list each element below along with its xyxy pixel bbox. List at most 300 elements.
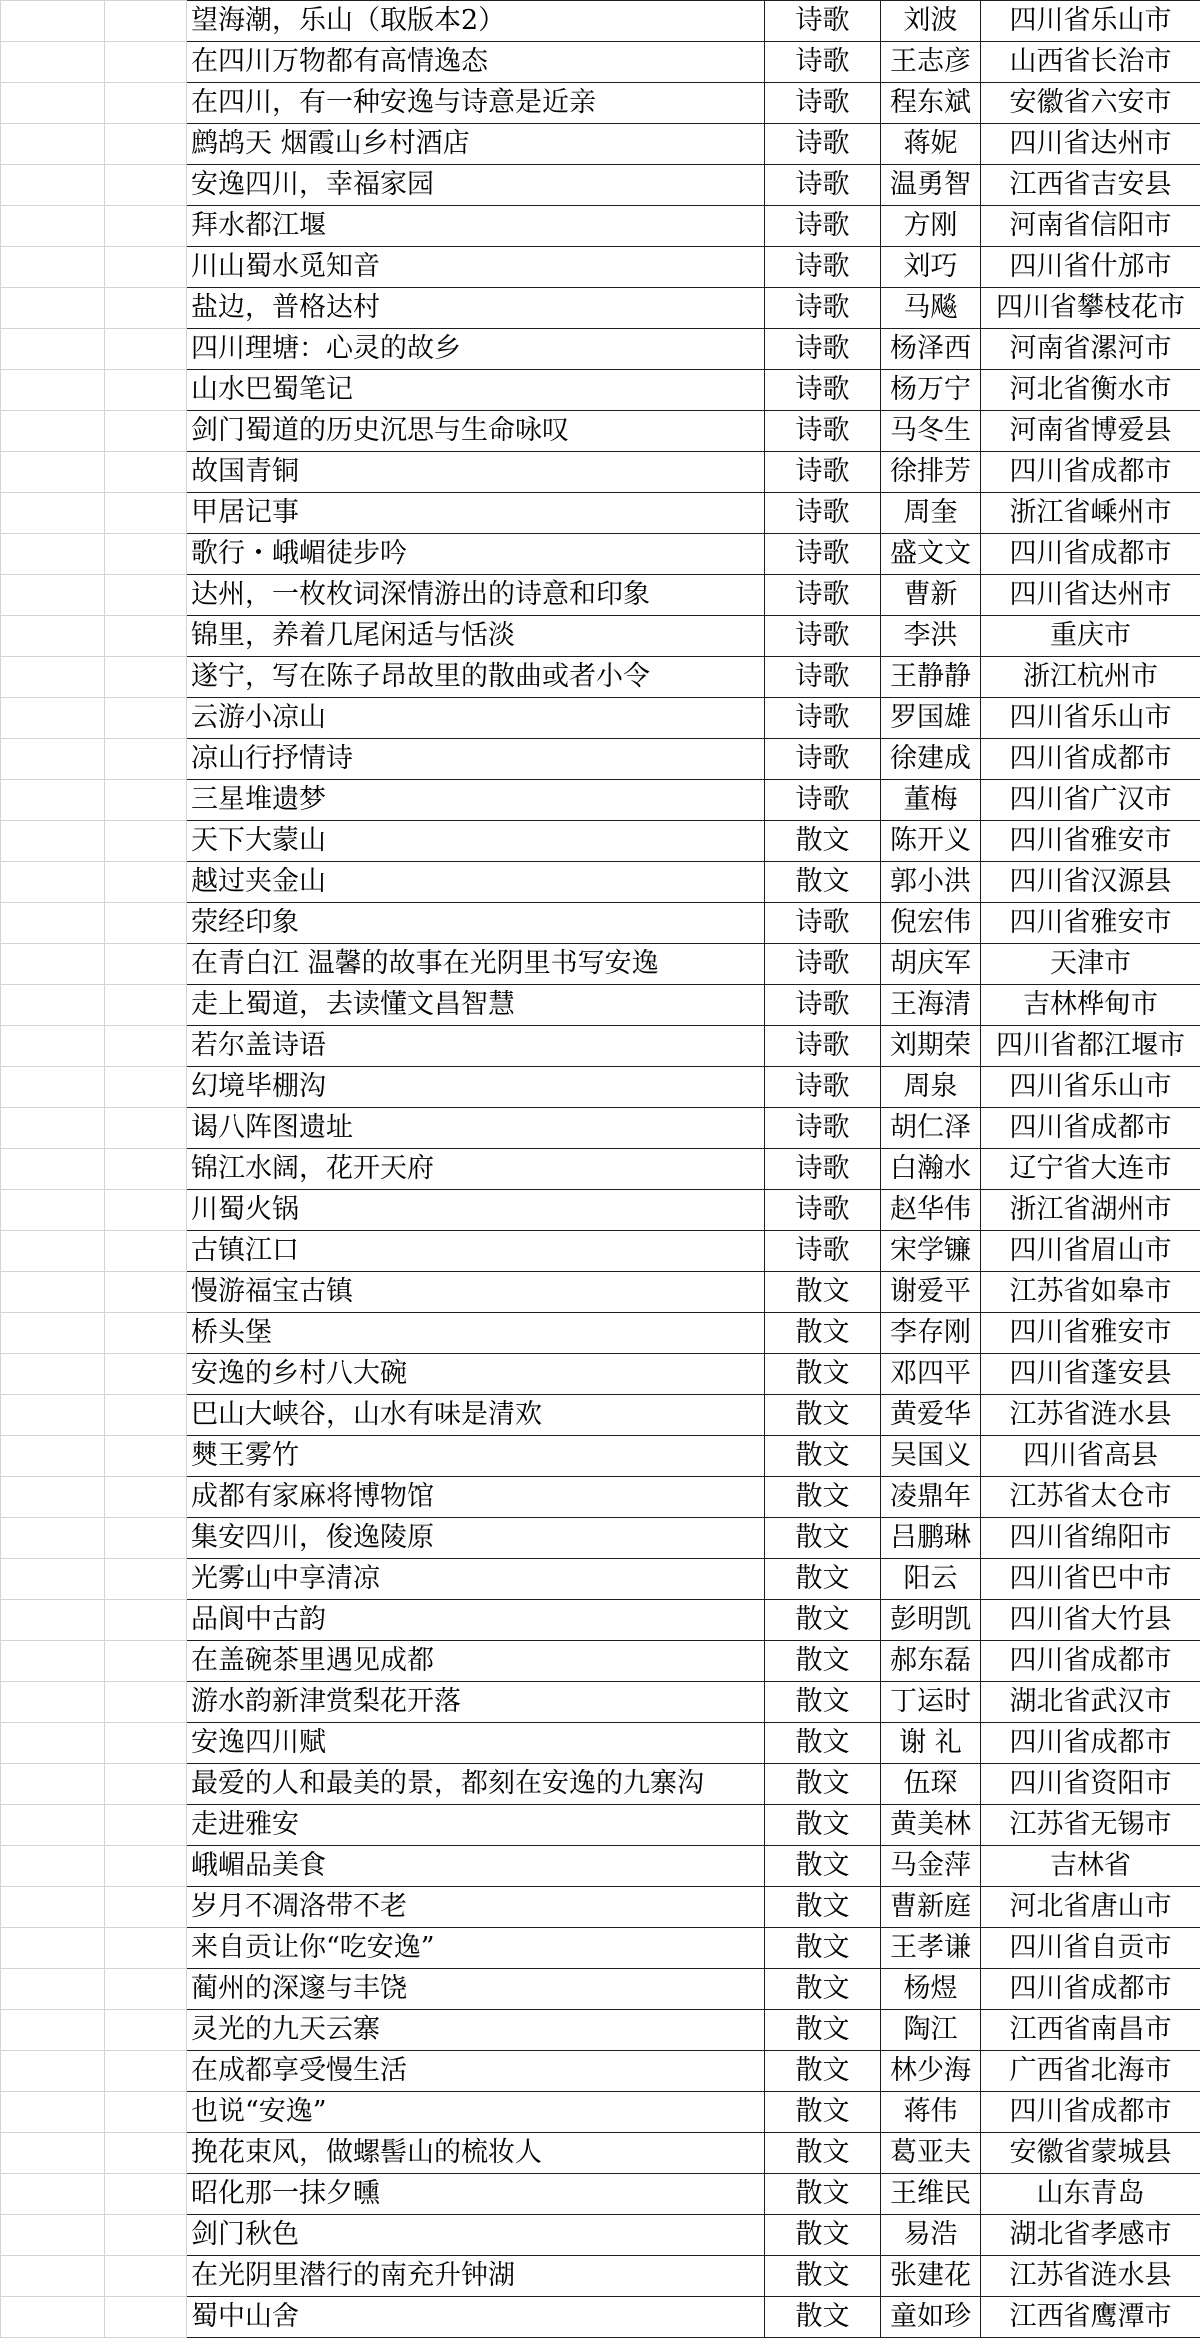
cell-place[interactable]: 辽宁省大连市 [981, 1149, 1200, 1190]
empty-cell[interactable] [1, 1887, 105, 1928]
empty-cell[interactable] [1, 206, 105, 247]
cell-author[interactable]: 刘巧 [881, 247, 981, 288]
cell-genre[interactable]: 散文 [765, 1928, 881, 1969]
cell-genre[interactable]: 诗歌 [765, 616, 881, 657]
cell-author[interactable]: 周奎 [881, 493, 981, 534]
cell-genre[interactable]: 散文 [765, 1641, 881, 1682]
cell-place[interactable]: 江西省吉安县 [981, 165, 1200, 206]
cell-author[interactable]: 郭小洪 [881, 862, 981, 903]
empty-cell[interactable] [1, 1600, 105, 1641]
cell-author[interactable]: 谢爱平 [881, 1272, 981, 1313]
empty-cell[interactable] [1, 985, 105, 1026]
empty-cell[interactable] [105, 1190, 187, 1231]
cell-genre[interactable]: 诗歌 [765, 1231, 881, 1272]
cell-place[interactable]: 吉林省 [981, 1846, 1200, 1887]
cell-title[interactable]: 剑门蜀道的历史沉思与生命咏叹 [187, 411, 765, 452]
empty-cell[interactable] [1, 1436, 105, 1477]
cell-genre[interactable]: 散文 [765, 1559, 881, 1600]
cell-title[interactable]: 遂宁，写在陈子昂故里的散曲或者小令 [187, 657, 765, 698]
cell-author[interactable]: 王孝谦 [881, 1928, 981, 1969]
cell-author[interactable]: 胡庆军 [881, 944, 981, 985]
cell-title[interactable]: 川蜀火锅 [187, 1190, 765, 1231]
empty-cell[interactable] [1, 1641, 105, 1682]
cell-title[interactable]: 故国青铜 [187, 452, 765, 493]
empty-cell[interactable] [105, 1969, 187, 2010]
cell-place[interactable]: 安徽省六安市 [981, 83, 1200, 124]
cell-title[interactable]: 光雾山中享清凉 [187, 1559, 765, 1600]
empty-cell[interactable] [1, 616, 105, 657]
cell-author[interactable]: 彭明凯 [881, 1600, 981, 1641]
empty-cell[interactable] [105, 1231, 187, 1272]
empty-cell[interactable] [105, 452, 187, 493]
cell-author[interactable]: 伍琛 [881, 1764, 981, 1805]
cell-author[interactable]: 杨煜 [881, 1969, 981, 2010]
cell-genre[interactable]: 诗歌 [765, 452, 881, 493]
cell-title[interactable]: 僰王雾竹 [187, 1436, 765, 1477]
empty-cell[interactable] [105, 2133, 187, 2174]
empty-cell[interactable] [105, 493, 187, 534]
empty-cell[interactable] [1, 1928, 105, 1969]
cell-title[interactable]: 游水韵新津赏梨花开落 [187, 1682, 765, 1723]
empty-cell[interactable] [1, 1149, 105, 1190]
cell-genre[interactable]: 诗歌 [765, 83, 881, 124]
cell-title[interactable]: 盐边，普格达村 [187, 288, 765, 329]
cell-author[interactable]: 邓四平 [881, 1354, 981, 1395]
cell-title[interactable]: 山水巴蜀笔记 [187, 370, 765, 411]
cell-title[interactable]: 拜水都江堰 [187, 206, 765, 247]
empty-cell[interactable] [105, 862, 187, 903]
empty-cell[interactable] [105, 780, 187, 821]
cell-author[interactable]: 谢 礼 [881, 1723, 981, 1764]
cell-genre[interactable]: 诗歌 [765, 1108, 881, 1149]
cell-title[interactable]: 鹧鸪天 烟霞山乡村酒店 [187, 124, 765, 165]
cell-author[interactable]: 吕鹏琳 [881, 1518, 981, 1559]
cell-genre[interactable]: 散文 [765, 2051, 881, 2092]
empty-cell[interactable] [105, 575, 187, 616]
cell-place[interactable]: 浙江省嵊州市 [981, 493, 1200, 534]
cell-author[interactable]: 王志彦 [881, 42, 981, 83]
empty-cell[interactable] [105, 1682, 187, 1723]
cell-title[interactable]: 在盖碗茶里遇见成都 [187, 1641, 765, 1682]
empty-cell[interactable] [1, 903, 105, 944]
empty-cell[interactable] [105, 1026, 187, 1067]
cell-genre[interactable]: 诗歌 [765, 1067, 881, 1108]
cell-author[interactable]: 温勇智 [881, 165, 981, 206]
empty-cell[interactable] [105, 42, 187, 83]
cell-title[interactable]: 品阆中古韵 [187, 1600, 765, 1641]
empty-cell[interactable] [105, 1805, 187, 1846]
empty-cell[interactable] [1, 1231, 105, 1272]
cell-title[interactable]: 安逸四川赋 [187, 1723, 765, 1764]
cell-author[interactable]: 杨泽西 [881, 329, 981, 370]
cell-place[interactable]: 四川省雅安市 [981, 903, 1200, 944]
empty-cell[interactable] [1, 1, 105, 42]
empty-cell[interactable] [1, 944, 105, 985]
cell-author[interactable]: 刘期荣 [881, 1026, 981, 1067]
empty-cell[interactable] [1, 862, 105, 903]
empty-cell[interactable] [105, 1395, 187, 1436]
cell-title[interactable]: 若尔盖诗语 [187, 1026, 765, 1067]
cell-genre[interactable]: 散文 [765, 1272, 881, 1313]
cell-author[interactable]: 易浩 [881, 2215, 981, 2256]
cell-author[interactable]: 蒋伟 [881, 2092, 981, 2133]
cell-place[interactable]: 重庆市 [981, 616, 1200, 657]
cell-genre[interactable]: 诗歌 [765, 944, 881, 985]
empty-cell[interactable] [105, 1600, 187, 1641]
empty-cell[interactable] [1, 2092, 105, 2133]
empty-cell[interactable] [105, 1559, 187, 1600]
empty-cell[interactable] [105, 1518, 187, 1559]
cell-title[interactable]: 蔺州的深邃与丰饶 [187, 1969, 765, 2010]
cell-author[interactable]: 程东斌 [881, 83, 981, 124]
cell-place[interactable]: 四川省乐山市 [981, 1, 1200, 42]
cell-genre[interactable]: 散文 [765, 1887, 881, 1928]
cell-genre[interactable]: 散文 [765, 2133, 881, 2174]
cell-title[interactable]: 越过夹金山 [187, 862, 765, 903]
cell-place[interactable]: 吉林桦甸市 [981, 985, 1200, 1026]
empty-cell[interactable] [1, 1354, 105, 1395]
empty-cell[interactable] [1, 575, 105, 616]
cell-title[interactable]: 走进雅安 [187, 1805, 765, 1846]
cell-author[interactable]: 周泉 [881, 1067, 981, 1108]
cell-genre[interactable]: 诗歌 [765, 206, 881, 247]
empty-cell[interactable] [1, 821, 105, 862]
cell-place[interactable]: 江苏省如皋市 [981, 1272, 1200, 1313]
empty-cell[interactable] [105, 1928, 187, 1969]
cell-place[interactable]: 河南省信阳市 [981, 206, 1200, 247]
empty-cell[interactable] [1, 780, 105, 821]
cell-genre[interactable]: 诗歌 [765, 493, 881, 534]
empty-cell[interactable] [105, 1149, 187, 1190]
empty-cell[interactable] [105, 1067, 187, 1108]
empty-cell[interactable] [105, 985, 187, 1026]
cell-title[interactable]: 在光阴里潜行的南充升钟湖 [187, 2256, 765, 2297]
cell-genre[interactable]: 诗歌 [765, 370, 881, 411]
cell-author[interactable]: 郝东磊 [881, 1641, 981, 1682]
empty-cell[interactable] [105, 247, 187, 288]
cell-author[interactable]: 蒋妮 [881, 124, 981, 165]
cell-author[interactable]: 阳云 [881, 1559, 981, 1600]
empty-cell[interactable] [105, 165, 187, 206]
empty-cell[interactable] [105, 1477, 187, 1518]
cell-author[interactable]: 王海清 [881, 985, 981, 1026]
cell-place[interactable]: 河南省漯河市 [981, 329, 1200, 370]
cell-author[interactable]: 王静静 [881, 657, 981, 698]
cell-genre[interactable]: 散文 [765, 821, 881, 862]
cell-genre[interactable]: 散文 [765, 1436, 881, 1477]
cell-genre[interactable]: 散文 [765, 2215, 881, 2256]
cell-author[interactable]: 盛文文 [881, 534, 981, 575]
empty-cell[interactable] [1, 657, 105, 698]
cell-author[interactable]: 童如珍 [881, 2297, 981, 2338]
cell-genre[interactable]: 诗歌 [765, 411, 881, 452]
empty-cell[interactable] [105, 288, 187, 329]
cell-title[interactable]: 在青白江 温馨的故事在光阴里书写安逸 [187, 944, 765, 985]
cell-place[interactable]: 四川省乐山市 [981, 698, 1200, 739]
cell-title[interactable]: 峨嵋品美食 [187, 1846, 765, 1887]
cell-title[interactable]: 巴山大峡谷，山水有味是清欢 [187, 1395, 765, 1436]
cell-author[interactable]: 马冬生 [881, 411, 981, 452]
cell-title[interactable]: 天下大蒙山 [187, 821, 765, 862]
cell-title[interactable]: 最爱的人和最美的景，都刻在安逸的九寨沟 [187, 1764, 765, 1805]
cell-title[interactable]: 凉山行抒情诗 [187, 739, 765, 780]
cell-place[interactable]: 四川省成都市 [981, 534, 1200, 575]
cell-place[interactable]: 四川省乐山市 [981, 1067, 1200, 1108]
cell-title[interactable]: 古镇江口 [187, 1231, 765, 1272]
empty-cell[interactable] [105, 124, 187, 165]
cell-title[interactable]: 剑门秋色 [187, 2215, 765, 2256]
cell-title[interactable]: 锦江水阔，花开天府 [187, 1149, 765, 1190]
cell-genre[interactable]: 散文 [765, 1723, 881, 1764]
cell-place[interactable]: 四川省都江堰市 [981, 1026, 1200, 1067]
cell-genre[interactable]: 诗歌 [765, 534, 881, 575]
cell-genre[interactable]: 散文 [765, 2092, 881, 2133]
cell-place[interactable]: 广西省北海市 [981, 2051, 1200, 2092]
empty-cell[interactable] [105, 657, 187, 698]
empty-cell[interactable] [105, 821, 187, 862]
empty-cell[interactable] [105, 698, 187, 739]
cell-author[interactable]: 曹新 [881, 575, 981, 616]
cell-place[interactable]: 山东青岛 [981, 2174, 1200, 2215]
cell-author[interactable]: 刘波 [881, 1, 981, 42]
empty-cell[interactable] [1, 2256, 105, 2297]
empty-cell[interactable] [1, 1764, 105, 1805]
empty-cell[interactable] [1, 493, 105, 534]
cell-title[interactable]: 在四川，有一种安逸与诗意是近亲 [187, 83, 765, 124]
cell-place[interactable]: 四川省什邡市 [981, 247, 1200, 288]
empty-cell[interactable] [1, 2297, 105, 2338]
cell-author[interactable]: 王维民 [881, 2174, 981, 2215]
cell-place[interactable]: 四川省雅安市 [981, 1313, 1200, 1354]
cell-genre[interactable]: 散文 [765, 1682, 881, 1723]
cell-title[interactable]: 挽花束风，做螺髻山的梳妆人 [187, 2133, 765, 2174]
empty-cell[interactable] [105, 1764, 187, 1805]
cell-place[interactable]: 四川省蓬安县 [981, 1354, 1200, 1395]
cell-place[interactable]: 四川省高县 [981, 1436, 1200, 1477]
cell-title[interactable]: 蜀中山舍 [187, 2297, 765, 2338]
cell-author[interactable]: 张建花 [881, 2256, 981, 2297]
cell-author[interactable]: 杨万宁 [881, 370, 981, 411]
cell-place[interactable]: 四川省绵阳市 [981, 1518, 1200, 1559]
cell-place[interactable]: 四川省成都市 [981, 1969, 1200, 2010]
empty-cell[interactable] [1, 2174, 105, 2215]
cell-title[interactable]: 达州，一枚枚词深情游出的诗意和印象 [187, 575, 765, 616]
cell-genre[interactable]: 散文 [765, 2256, 881, 2297]
cell-title[interactable]: 安逸的乡村八大碗 [187, 1354, 765, 1395]
empty-cell[interactable] [1, 1477, 105, 1518]
cell-place[interactable]: 四川省成都市 [981, 1723, 1200, 1764]
empty-cell[interactable] [1, 698, 105, 739]
empty-cell[interactable] [1, 411, 105, 452]
cell-author[interactable]: 丁运时 [881, 1682, 981, 1723]
empty-cell[interactable] [105, 2297, 187, 2338]
empty-cell[interactable] [105, 1641, 187, 1682]
cell-genre[interactable]: 诗歌 [765, 247, 881, 288]
empty-cell[interactable] [105, 2010, 187, 2051]
empty-cell[interactable] [1, 1518, 105, 1559]
empty-cell[interactable] [1, 1682, 105, 1723]
empty-cell[interactable] [1, 534, 105, 575]
empty-cell[interactable] [1, 1969, 105, 2010]
empty-cell[interactable] [105, 83, 187, 124]
empty-cell[interactable] [1, 2051, 105, 2092]
cell-genre[interactable]: 散文 [765, 2174, 881, 2215]
cell-genre[interactable]: 诗歌 [765, 1, 881, 42]
cell-genre[interactable]: 散文 [765, 1395, 881, 1436]
cell-genre[interactable]: 散文 [765, 1846, 881, 1887]
empty-cell[interactable] [105, 534, 187, 575]
cell-title[interactable]: 桥头堡 [187, 1313, 765, 1354]
cell-author[interactable]: 罗国雄 [881, 698, 981, 739]
cell-genre[interactable]: 诗歌 [765, 124, 881, 165]
empty-cell[interactable] [105, 1108, 187, 1149]
cell-genre[interactable]: 诗歌 [765, 329, 881, 370]
cell-title[interactable]: 昭化那一抹夕曛 [187, 2174, 765, 2215]
empty-cell[interactable] [105, 1272, 187, 1313]
cell-author[interactable]: 葛亚夫 [881, 2133, 981, 2174]
cell-genre[interactable]: 诗歌 [765, 903, 881, 944]
cell-place[interactable]: 四川省攀枝花市 [981, 288, 1200, 329]
empty-cell[interactable] [105, 1846, 187, 1887]
cell-genre[interactable]: 诗歌 [765, 1149, 881, 1190]
cell-title[interactable]: 川山蜀水觅知音 [187, 247, 765, 288]
cell-place[interactable]: 江苏省涟水县 [981, 2256, 1200, 2297]
cell-author[interactable]: 李洪 [881, 616, 981, 657]
cell-genre[interactable]: 散文 [765, 1969, 881, 2010]
empty-cell[interactable] [1, 288, 105, 329]
empty-cell[interactable] [1, 1723, 105, 1764]
cell-author[interactable]: 赵华伟 [881, 1190, 981, 1231]
cell-title[interactable]: 在四川万物都有高情逸态 [187, 42, 765, 83]
cell-place[interactable]: 江苏省无锡市 [981, 1805, 1200, 1846]
cell-author[interactable]: 吴国义 [881, 1436, 981, 1477]
cell-place[interactable]: 安徽省蒙城县 [981, 2133, 1200, 2174]
cell-title[interactable]: 安逸四川，幸福家园 [187, 165, 765, 206]
empty-cell[interactable] [1, 1026, 105, 1067]
cell-place[interactable]: 四川省成都市 [981, 452, 1200, 493]
cell-genre[interactable]: 诗歌 [765, 575, 881, 616]
cell-author[interactable]: 徐建成 [881, 739, 981, 780]
cell-place[interactable]: 四川省达州市 [981, 575, 1200, 616]
empty-cell[interactable] [105, 2215, 187, 2256]
empty-cell[interactable] [1, 42, 105, 83]
cell-title[interactable]: 甲居记事 [187, 493, 765, 534]
cell-genre[interactable]: 散文 [765, 1518, 881, 1559]
cell-title[interactable]: 岁月不凋洛带不老 [187, 1887, 765, 1928]
cell-place[interactable]: 江苏省太仓市 [981, 1477, 1200, 1518]
cell-title[interactable]: 在成都享受慢生活 [187, 2051, 765, 2092]
cell-place[interactable]: 四川省成都市 [981, 2092, 1200, 2133]
empty-cell[interactable] [1, 247, 105, 288]
cell-genre[interactable]: 诗歌 [765, 1026, 881, 1067]
empty-cell[interactable] [105, 1723, 187, 1764]
cell-author[interactable]: 董梅 [881, 780, 981, 821]
empty-cell[interactable] [1, 124, 105, 165]
cell-place[interactable]: 天津市 [981, 944, 1200, 985]
cell-title[interactable]: 集安四川，俊逸陵原 [187, 1518, 765, 1559]
cell-place[interactable]: 四川省雅安市 [981, 821, 1200, 862]
cell-genre[interactable]: 散文 [765, 1805, 881, 1846]
cell-genre[interactable]: 诗歌 [765, 657, 881, 698]
cell-author[interactable]: 宋学镰 [881, 1231, 981, 1272]
cell-genre[interactable]: 散文 [765, 2010, 881, 2051]
empty-cell[interactable] [105, 903, 187, 944]
cell-author[interactable]: 徐排芳 [881, 452, 981, 493]
empty-cell[interactable] [105, 2051, 187, 2092]
cell-place[interactable]: 四川省广汉市 [981, 780, 1200, 821]
cell-author[interactable]: 白瀚水 [881, 1149, 981, 1190]
cell-genre[interactable]: 诗歌 [765, 42, 881, 83]
cell-genre[interactable]: 诗歌 [765, 985, 881, 1026]
empty-cell[interactable] [105, 370, 187, 411]
cell-title[interactable]: 也说“安逸” [187, 2092, 765, 2133]
cell-title[interactable]: 荥经印象 [187, 903, 765, 944]
cell-place[interactable]: 江西省南昌市 [981, 2010, 1200, 2051]
cell-place[interactable]: 江苏省涟水县 [981, 1395, 1200, 1436]
cell-place[interactable]: 浙江杭州市 [981, 657, 1200, 698]
cell-author[interactable]: 黄美林 [881, 1805, 981, 1846]
cell-genre[interactable]: 诗歌 [765, 288, 881, 329]
cell-author[interactable]: 马金萍 [881, 1846, 981, 1887]
empty-cell[interactable] [1, 329, 105, 370]
cell-author[interactable]: 凌鼎年 [881, 1477, 981, 1518]
cell-place[interactable]: 四川省成都市 [981, 739, 1200, 780]
cell-genre[interactable]: 散文 [765, 1354, 881, 1395]
empty-cell[interactable] [1, 1313, 105, 1354]
empty-cell[interactable] [105, 2092, 187, 2133]
cell-genre[interactable]: 诗歌 [765, 739, 881, 780]
cell-author[interactable]: 陶江 [881, 2010, 981, 2051]
empty-cell[interactable] [1, 370, 105, 411]
empty-cell[interactable] [1, 2010, 105, 2051]
cell-place[interactable]: 四川省自贡市 [981, 1928, 1200, 1969]
cell-genre[interactable]: 散文 [765, 1477, 881, 1518]
empty-cell[interactable] [1, 1272, 105, 1313]
cell-place[interactable]: 四川省成都市 [981, 1108, 1200, 1149]
cell-place[interactable]: 浙江省湖州市 [981, 1190, 1200, 1231]
empty-cell[interactable] [105, 1887, 187, 1928]
cell-place[interactable]: 四川省达州市 [981, 124, 1200, 165]
cell-place[interactable]: 河北省唐山市 [981, 1887, 1200, 1928]
empty-cell[interactable] [105, 616, 187, 657]
cell-genre[interactable]: 散文 [765, 1600, 881, 1641]
empty-cell[interactable] [1, 83, 105, 124]
empty-cell[interactable] [105, 1436, 187, 1477]
cell-title[interactable]: 谒八阵图遗址 [187, 1108, 765, 1149]
empty-cell[interactable] [1, 2133, 105, 2174]
cell-title[interactable]: 三星堆遗梦 [187, 780, 765, 821]
cell-title[interactable]: 成都有家麻将博物馆 [187, 1477, 765, 1518]
empty-cell[interactable] [105, 739, 187, 780]
empty-cell[interactable] [1, 2215, 105, 2256]
cell-place[interactable]: 四川省资阳市 [981, 1764, 1200, 1805]
cell-title[interactable]: 慢游福宝古镇 [187, 1272, 765, 1313]
cell-title[interactable]: 灵光的九天云寨 [187, 2010, 765, 2051]
cell-place[interactable]: 河南省博爱县 [981, 411, 1200, 452]
cell-place[interactable]: 湖北省孝感市 [981, 2215, 1200, 2256]
empty-cell[interactable] [1, 1067, 105, 1108]
empty-cell[interactable] [105, 411, 187, 452]
cell-genre[interactable]: 诗歌 [765, 165, 881, 206]
cell-title[interactable]: 锦里，养着几尾闲适与恬淡 [187, 616, 765, 657]
cell-title[interactable]: 来自贡让你“吃安逸” [187, 1928, 765, 1969]
cell-genre[interactable]: 散文 [765, 862, 881, 903]
cell-author[interactable]: 方刚 [881, 206, 981, 247]
empty-cell[interactable] [105, 2174, 187, 2215]
empty-cell[interactable] [105, 329, 187, 370]
cell-author[interactable]: 林少海 [881, 2051, 981, 2092]
empty-cell[interactable] [105, 1354, 187, 1395]
